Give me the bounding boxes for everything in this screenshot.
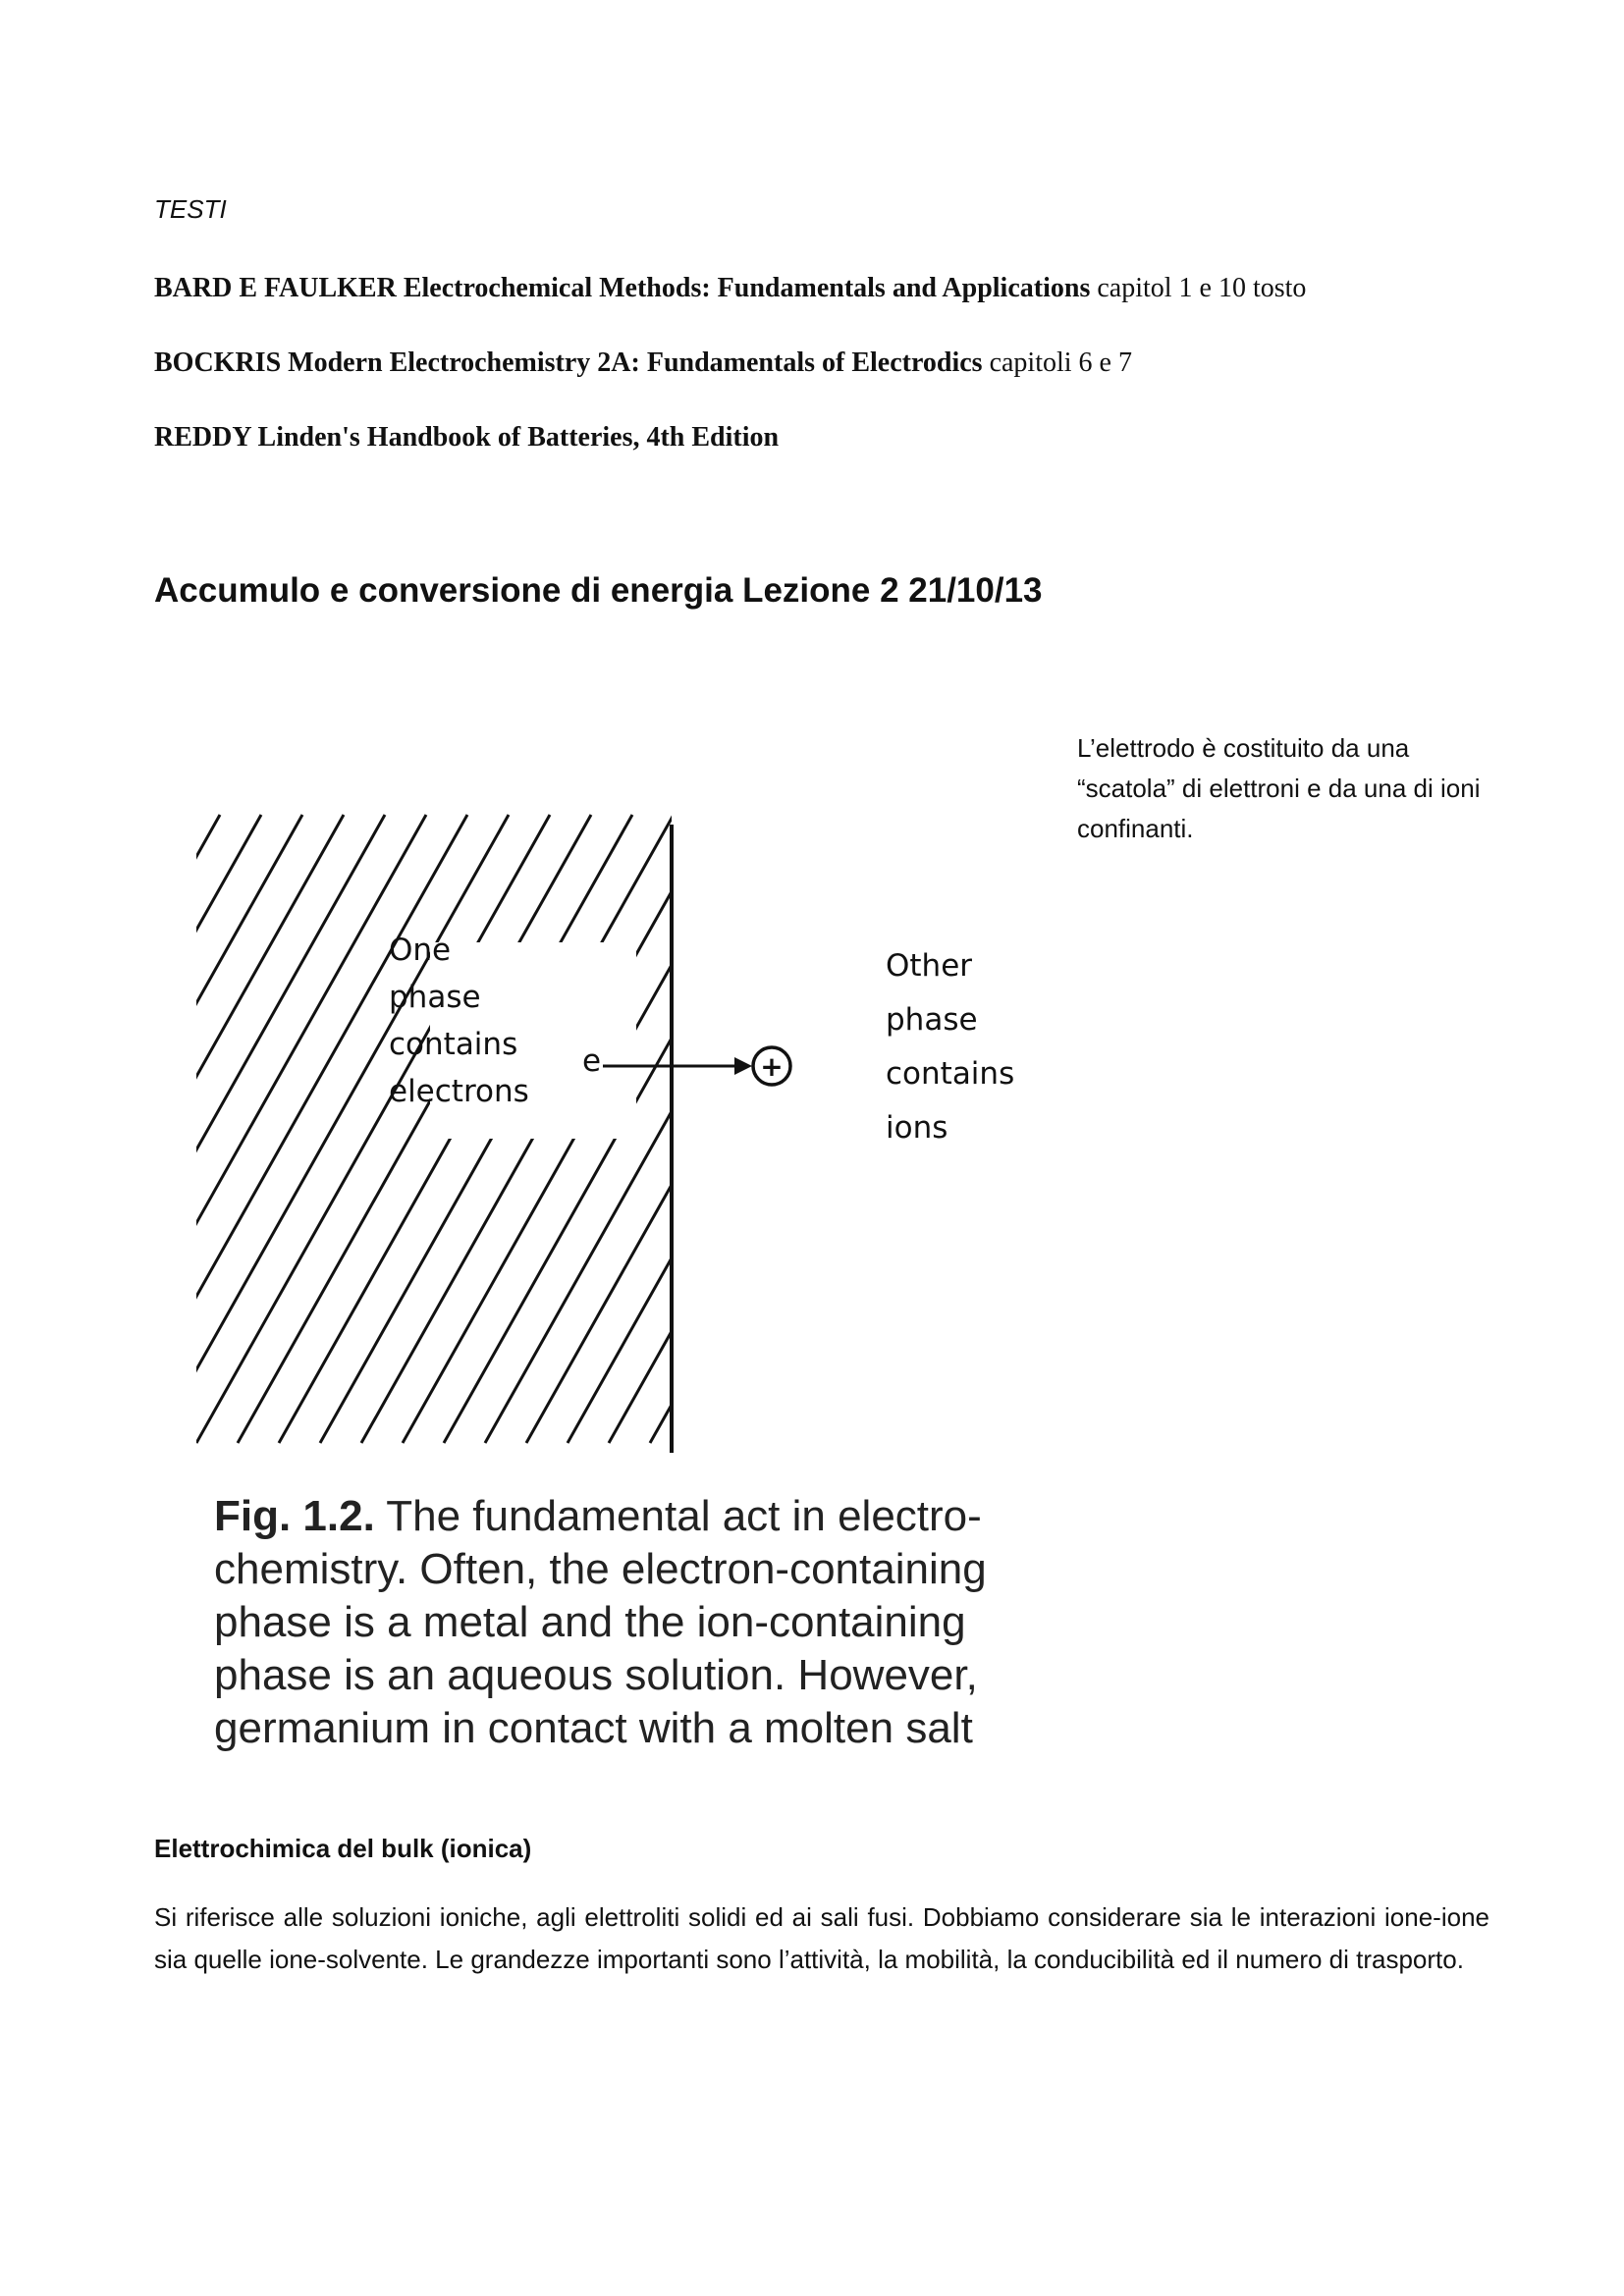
hatch-line [691, 815, 1045, 1443]
reference-title: BOCKRIS Modern Electrochemistry 2A: Fundamentals of Electrodics [154, 347, 983, 378]
reference-bockris [154, 347, 1132, 379]
hatch-line [1021, 815, 1060, 1443]
lesson-title: Accumulo e conversione di energia Lezione 2 21/10/13 [154, 571, 1043, 610]
electron-symbol: e [582, 1043, 602, 1079]
side-note: L’elettrodo è costituito da una “scatola” di elettroni e da una di ioni confinanti. [1077, 733, 1481, 843]
right-label-line: contains [886, 1056, 1015, 1092]
hatch-line [939, 815, 1060, 1443]
figure-caption [214, 1490, 1009, 1755]
right-label-line: phase [886, 1002, 978, 1038]
section-heading: Elettrochimica del bulk (ionica) [154, 1834, 532, 1863]
texts-label: TESTI [154, 194, 227, 224]
hatch-line [196, 815, 261, 1443]
caption-line: phase is a metal and the ion-containing [214, 1598, 966, 1646]
hatch-line [980, 815, 1060, 1443]
caption-line: phase is an aqueous solution. However, [214, 1651, 978, 1699]
ion-symbol: + [760, 1050, 784, 1083]
caption-line: Fig. 1.2. The fundamental act in electro- [214, 1492, 982, 1540]
reference-title: REDDY Linden's Handbook of Batteries, 4th Edition [154, 422, 780, 453]
left-label-line: electrons [389, 1074, 529, 1109]
caption-line: germanium in contact with a molten salt [214, 1704, 973, 1752]
hatch-line [196, 815, 426, 1443]
reference-chapters: capitol 1 e 10 tosto [1090, 273, 1307, 303]
caption-line: chemistry. Often, the electron-containing [214, 1545, 987, 1593]
reference-reddy [154, 422, 779, 454]
right-label-line: Other [886, 948, 973, 984]
left-label-line: One [389, 933, 452, 968]
left-label-line: contains [389, 1027, 518, 1062]
hatch-line [196, 815, 344, 1443]
right-phase-label [886, 948, 1014, 1146]
reference-bard [154, 273, 1306, 304]
hatch-line [650, 815, 1003, 1443]
reference-title: BARD E FAULKER Electrochemical Methods: Fundamentals and Applications [154, 273, 1091, 303]
section-paragraph: Si riferisce alle soluzioni ioniche, agli elettroliti solidi ed ai sali fusi. Dobbiamo considerare sia le interazioni ione-ione sia quelle ione-solvente. Le grandezze importanti sono l’attività, la mobilità, la conducibilità ed il numero di trasporto. [154, 1902, 1489, 1974]
left-label-line: phase [389, 980, 481, 1015]
reference-chapters: capitoli 6 e 7 [982, 347, 1132, 378]
electrode-figure [196, 775, 1060, 1463]
arrow-head-icon [734, 1057, 752, 1075]
caption-label: Fig. 1.2. [214, 1492, 375, 1540]
right-label-line: ions [886, 1110, 948, 1146]
